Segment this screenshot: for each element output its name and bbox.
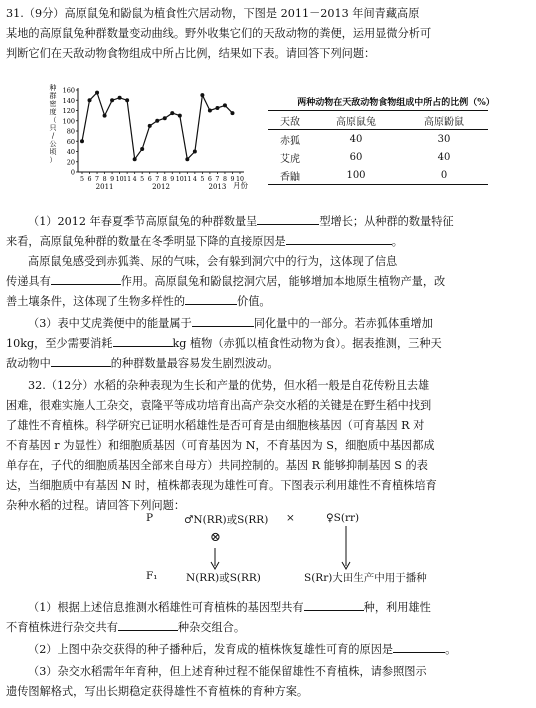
y-axis-label-char: 密: [49, 100, 57, 108]
year-labels: [96, 183, 227, 191]
x-tick-label: 7: [155, 176, 160, 183]
table-title: 两种动物在天敌动物食物组成中所占的比例（%）: [297, 98, 495, 108]
q32-line-2: 困难，很难实施人工杂交，袁隆平等成功培育出高产杂交水稻的关键是在野生稻中找到: [6, 399, 432, 412]
y-axis-label-char: 度: [49, 108, 57, 116]
y-axis-label-char: /: [51, 132, 55, 140]
year-label: 2012: [152, 183, 170, 191]
q31-intro-2: 某地的高原鼠兔种群数量变动曲线。野外收集它们的天敌动物的粪便，运用显微分析可: [6, 27, 432, 40]
answer-blank[interactable]: [118, 618, 178, 631]
table-cell: 40: [349, 133, 363, 145]
f1-offspring-a: N(RR)或S(RR): [186, 572, 261, 584]
x-tick-label: 4: [132, 176, 137, 183]
data-point: [118, 96, 122, 100]
q31-part3-line1: （3）表中艾虎粪便中的能量属于 同化量中的一部分。若赤狐体重增加: [6, 314, 532, 334]
table-cell: 60: [349, 151, 363, 163]
x-tick-label: 11: [123, 176, 132, 183]
f1-label: F₁: [146, 570, 158, 582]
female-parent: ♀S(rr): [326, 512, 360, 524]
q32-line-5: 单存在，子代的细胞质基因全部来自母方）共同控制的。基因 R 能够抑制基因 S 的表: [6, 459, 428, 472]
data-point: [133, 157, 137, 161]
y-axis-label-char: 公: [49, 140, 57, 148]
table-cell: 100: [346, 169, 366, 181]
data-point: [125, 98, 129, 102]
year-label: 2013: [208, 183, 227, 191]
x-tick-label: 8: [162, 176, 167, 183]
answer-blank[interactable]: [113, 334, 173, 347]
q32-part1-line1: （1）根据上述信息推测水稻雄性可育植株的基因型共有 种，利用雄性: [6, 598, 532, 618]
y-tick-label: 40: [66, 148, 75, 156]
y-tick-label: 160: [62, 86, 75, 95]
answer-blank[interactable]: [286, 232, 392, 245]
answer-blank[interactable]: [51, 354, 111, 367]
data-point: [88, 98, 92, 102]
x-tick-label: 5: [200, 176, 205, 183]
y-axis-label-char: 群: [49, 92, 57, 100]
data-point: [140, 147, 144, 151]
table-cell: 0: [440, 169, 448, 181]
x-tick-label: 4: [192, 176, 197, 183]
y-axis-label-char: （: [49, 116, 57, 124]
answer-blank[interactable]: [185, 292, 237, 305]
data-point: [103, 114, 107, 118]
x-tick-label: 5: [140, 176, 145, 183]
y-axis-label-char: 顷: [49, 148, 57, 156]
x-tick-label: 5: [79, 176, 85, 183]
y-axis-label-char: ）: [49, 156, 57, 164]
table-cell: 艾虎: [280, 153, 300, 165]
y-tick-label: 100: [62, 117, 75, 126]
data-point: [193, 150, 197, 154]
cross-diagram: [100, 500, 480, 584]
q32-part1-line2: 不育植株进行杂交共有 种杂交组合。: [6, 618, 532, 638]
data-point: [230, 111, 234, 115]
answer-blank[interactable]: [393, 640, 445, 653]
x-tick-label: 10: [235, 176, 245, 183]
table-row: [268, 166, 488, 185]
x-tick-label: 6: [207, 176, 212, 183]
q31-part3-line3: 敌动物中 的种群数量最容易发生剧烈波动。: [6, 354, 532, 374]
x-tick-label: 8: [102, 176, 107, 183]
data-point: [185, 157, 189, 161]
y-tick-label: 120: [62, 107, 75, 115]
q32-line-7: 杂种水稻的过程。请回答下列问题：: [6, 499, 186, 512]
x-tick-label: 9: [110, 176, 115, 183]
x-tick-label: 11: [183, 176, 192, 183]
y-tick-label: 80: [66, 127, 75, 136]
x-axis-label: 月份: [233, 181, 248, 190]
table-cell: 40: [437, 151, 451, 163]
table-cell: 30: [437, 133, 451, 145]
q31-part1-line5: 善土壤条件，这体现了生物多样性的 价值。: [6, 292, 532, 312]
data-point: [155, 119, 159, 123]
parent-label: P: [146, 512, 154, 524]
x-tick-label: 9: [230, 176, 235, 183]
answer-blank[interactable]: [51, 272, 121, 285]
series-line: [82, 93, 233, 160]
data-point: [208, 109, 212, 113]
q32-part3-line1: （3）杂交水稻需年年育种，但上述育种过程不能保留雄性不育植株，请参照图示: [28, 665, 427, 678]
population-line-chart: [48, 82, 254, 198]
data-point: [200, 93, 204, 97]
selfing-symbol: ⊗: [210, 530, 221, 545]
x-tick-label: 6: [147, 176, 152, 183]
x-tick-label: 8: [222, 176, 227, 183]
y-axis-label-char: 只: [49, 124, 57, 132]
y-axis-label-char: 种: [49, 84, 57, 92]
y-tick-labels: [63, 87, 75, 177]
data-point: [148, 124, 152, 128]
q31-part1-line2: 来看，高原鼠兔种群的数量在冬季明显下降的直接原因是 。: [6, 232, 532, 252]
male-parent: ♂N(RR)或S(RR): [184, 514, 269, 526]
data-point: [95, 91, 99, 95]
data-point: [80, 139, 84, 143]
predator-diet-table: [262, 96, 530, 185]
data-point: [223, 103, 227, 107]
q32-line-4: 不育基因 r 为显性）和细胞质基因（可育基因为 N，不育基因为 S，细胞质中基因都成: [6, 439, 435, 452]
x-tick-labels: [80, 176, 244, 183]
table-cell: 赤狐: [280, 135, 300, 147]
cross-symbol: ×: [286, 512, 295, 524]
data-point: [110, 98, 114, 102]
year-label: 2011: [95, 183, 114, 191]
q31-part1-line1: （1）2012 年春夏季节高原鼠兔的种群数量呈 型增长；从种群的数量特征: [6, 212, 532, 232]
y-tick-label: 140: [62, 96, 75, 105]
answer-blank[interactable]: [192, 314, 254, 327]
y-tick-label: 20: [66, 158, 75, 167]
x-tick-label: 6: [87, 176, 92, 183]
q32-line-1: 32.（12分）水稻的杂种表现为生长和产量的优势，但水稻一般是自花传粉且去雄: [28, 379, 430, 392]
data-point: [215, 106, 219, 110]
data-point: [170, 111, 174, 115]
f1-offspring-b: S(Rr)大田生产中用于播种: [304, 572, 427, 584]
x-tick-label: 10: [175, 176, 184, 183]
q31-intro-3: 判断它们在天敌动物食物组成中所占比例，结果如下表。请回答下列问题：: [6, 47, 376, 60]
q32-line-3: 了雄性不育植株。科学研究已证明水稻雄性是否可育是由细胞核基因（可育基因 R 对: [6, 419, 425, 432]
y-tick-label: 60: [66, 137, 75, 146]
data-point: [163, 116, 167, 120]
q31-part1-line3: 高原鼠兔感受到赤狐粪、尿的气味，会有躲到洞穴中的行为，这体现了信息: [28, 255, 398, 268]
x-tick-label: 10: [115, 176, 124, 183]
answer-blank[interactable]: [257, 212, 319, 225]
x-tick-label: 7: [95, 176, 100, 183]
table-row: [268, 130, 488, 149]
y-axis-label: [50, 83, 57, 164]
series-points: [80, 91, 234, 162]
table-header: 高原鼠兔: [336, 116, 376, 128]
x-tick-label: 7: [215, 176, 220, 183]
answer-blank[interactable]: [304, 598, 364, 611]
table-header: 天敌: [280, 116, 300, 128]
table-cell: 香鼬: [280, 171, 300, 183]
q31-part3-line2: 10kg，至少需要消耗 kg 植物（赤狐以植食性动物为食）。据表推测，三种天: [6, 334, 532, 354]
table-row: [268, 148, 488, 166]
q32-line-6: 达，当细胞质中有基因 N 时，植株都表现为雄性可育。下图表示利用雄性不育植株培育: [6, 479, 437, 492]
table-header: 高原鼢鼠: [424, 116, 464, 128]
chart-axes: [76, 88, 244, 174]
diagram-arrows: [100, 500, 480, 580]
population-line: [82, 93, 233, 160]
q31-intro-1: 31.（9分）高原鼠兔和鼢鼠为植食性穴居动物，下图是 2011－2013 年间青藏高原: [6, 7, 420, 20]
q32-part3-line2: 遗传图解格式，写出长期稳定获得雄性不育植株的育种方案。: [6, 685, 309, 698]
q32-part2: （2）上图中杂交获得的种子播种后，发育成的植株恢复雄性可育的原因是 。: [6, 640, 532, 660]
x-tick-label: 9: [170, 176, 175, 183]
y-tick-label: 0: [70, 168, 75, 177]
q31-part1-line4: 传递具有 作用。高原鼠兔和鼢鼠挖洞穴居，能够增加本地原生植物产量，改: [6, 272, 532, 292]
data-point: [178, 114, 182, 118]
